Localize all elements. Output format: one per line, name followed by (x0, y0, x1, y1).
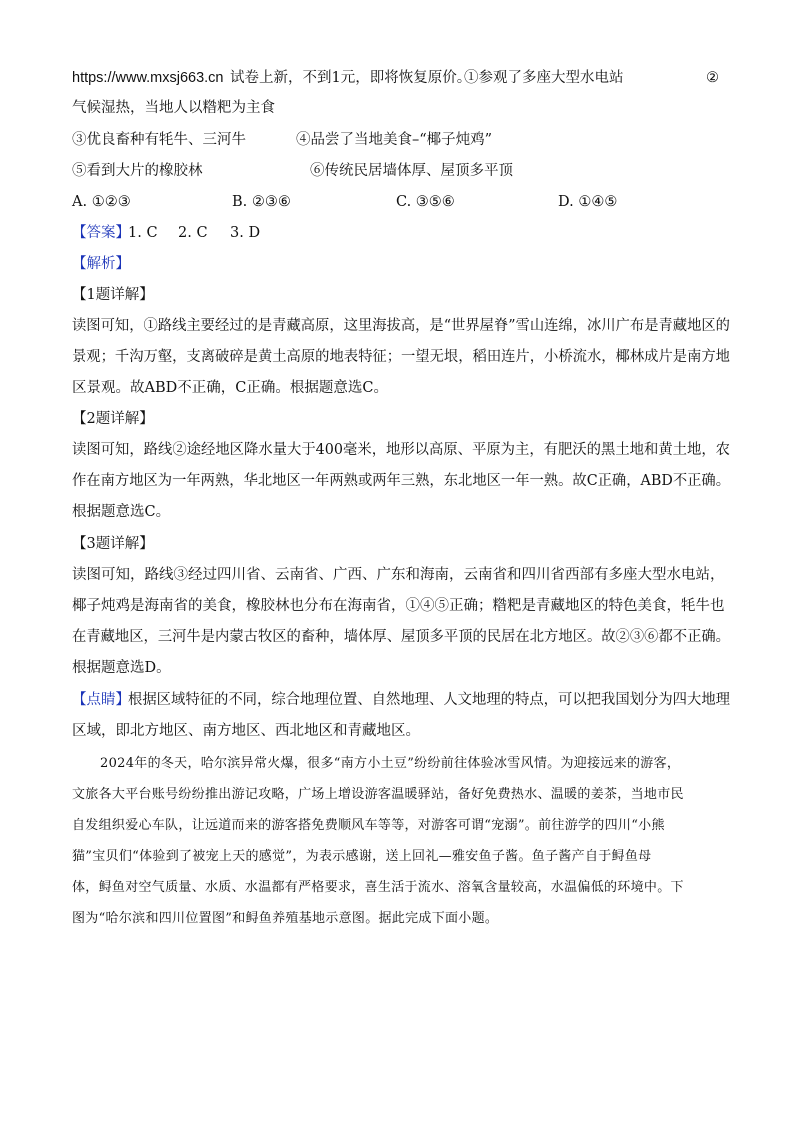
choice-c: C. ③⑤⑥ (396, 194, 455, 210)
choice-b: B. ②③⑥ (232, 194, 291, 210)
q1-line-1: 读图可知，①路线主要经过的是青藏高原，这里海拔高，是“世界屋脊”雪山连绵，冰川广布是青藏地区的 (72, 318, 730, 334)
q1-title: 【1题详解】 (72, 287, 154, 303)
choice-a: A. ①②③ (72, 194, 131, 210)
option-5: ⑤看到大片的橡胶林 (72, 163, 203, 179)
option-2-number: ② (706, 70, 719, 86)
passage-line-2: 文旅各大平台账号纷纷推出游记攻略，广场上增设游客温暖驿站，备好免费热水、温暖的姜茶，当地市民 (72, 787, 684, 802)
tip-label: 【点睛】 (72, 692, 130, 708)
q3-title: 【3题详解】 (72, 536, 154, 552)
passage-line-3: 自发组织爱心车队，让远道而来的游客搭免费顺风车等等，对游客可谓“宠溺”。前往游学的四川“小熊 (72, 818, 665, 833)
analysis-label: 【解析】 (72, 256, 130, 272)
q2-line-1: 读图可知，路线②途经地区降水量大于400毫米，地形以高原、平原为主，有肥沃的黑土地和黄土地，农 (72, 442, 731, 458)
passage-line-5: 体，鲟鱼对空气质量、水质、水温都有严格要求，喜生活于流水、溶氧含量较高，水温偏低的环境中。下 (72, 880, 684, 895)
option-6: ⑥传统民居墙体厚、屋顶多平顶 (310, 163, 513, 179)
q2-title: 【2题详解】 (72, 411, 154, 427)
passage-line-6: 图为“哈尔滨和四川位置图”和鲟鱼养殖基地示意图。据此完成下面小题。 (72, 911, 499, 926)
tip-line-2: 区域，即北方地区、南方地区、西北地区和青藏地区。 (72, 723, 420, 739)
option-2-text: 气候湿热，当地人以糌粑为主食 (72, 100, 275, 116)
promo-text: 试卷上新，不到1元，即将恢复原价。 (230, 70, 472, 86)
q3-line-4: 根据题意选D。 (72, 660, 171, 676)
answer-3: 3. D (230, 225, 261, 241)
option-1: ①参观了多座大型水电站 (464, 70, 624, 86)
q3-line-1: 读图可知，路线③经过四川省、云南省、广西、广东和海南，云南省和四川省西部有多座大型水电站， (72, 567, 725, 583)
q3-line-2: 椰子炖鸡是海南省的美食，橡胶林也分布在海南省，①④⑤正确；糌粑是青藏地区的特色美食，牦牛也 (72, 598, 725, 614)
passage-line-4: 猫”宝贝们“体验到了被宠上天的感觉”，为表示感谢，送上回礼—雅安鱼子酱。鱼子酱产自于鲟鱼母 (72, 849, 652, 864)
option-4: ④品尝了当地美食–“椰子炖鸡” (296, 132, 493, 148)
passage-line-1: 2024年的冬天，哈尔滨异常火爆，很多“南方小土豆”纷纷前往体验冰雪风情。为迎接远来的游客， (100, 756, 681, 771)
choice-d: D. ①④⑤ (558, 194, 618, 210)
q1-line-3: 区景观。故ABD不正确，C正确。根据题意选C。 (72, 380, 388, 396)
q2-line-3: 根据题意选C。 (72, 504, 171, 520)
q2-line-2: 作在南方地区为一年两熟，华北地区一年两熟或两年三熟，东北地区一年一熟。故C正确，ABD不正确。 (72, 473, 731, 489)
site-url[interactable]: https://www.mxsj663.cn (72, 70, 224, 86)
tip-line-1: 根据区域特征的不同，综合地理位置、自然地理、人文地理的特点，可以把我国划分为四大地理 (128, 692, 730, 708)
answer-label: 【答案】 (72, 225, 130, 241)
option-3: ③优良畜种有牦牛、三河牛 (72, 132, 246, 148)
answer-1: 1. C (128, 225, 158, 241)
q3-line-3: 在青藏地区，三河牛是内蒙古牧区的畜种，墙体厚、屋顶多平顶的民居在北方地区。故②③⑥都不正确。 (72, 629, 730, 645)
answer-2: 2. C (178, 225, 208, 241)
q1-line-2: 景观；千沟万壑，支离破碎是黄土高原的地表特征；一望无垠，稻田连片，小桥流水，椰林成片是南方地 (72, 349, 730, 365)
